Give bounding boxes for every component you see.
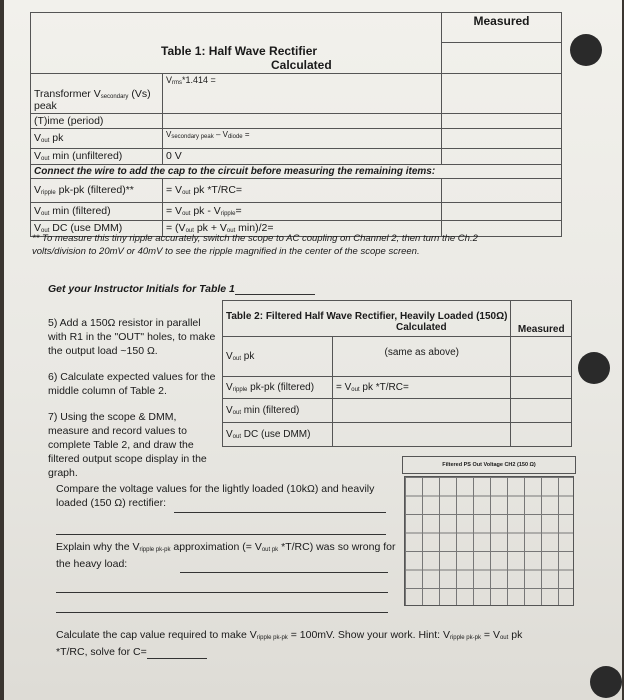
row-ripple-calc: = Vout pk *T/RC= bbox=[163, 178, 442, 202]
t2-vout-dc-calc[interactable] bbox=[333, 423, 511, 447]
table1-title: Table 1: Half Wave Rectifier bbox=[161, 43, 318, 58]
step-5: 5) Add a 150Ω resistor in parallel with R1 in the "OUT" holes, to make the output load ~150 Ω. bbox=[48, 317, 216, 357]
row-vout-min-filtered-label: Vout min (filtered) bbox=[31, 202, 163, 220]
row-vout-min-filtered-measured[interactable] bbox=[442, 202, 562, 220]
row-vout-pk-calc: Vsecondary peak – Vdiode = bbox=[163, 128, 442, 148]
connect-note: Connect the wire to add the cap to the circuit before measuring the remaining items: bbox=[31, 164, 562, 178]
table2-title: Table 2: Filtered Half Wave Rectifier, Heavily Loaded (150Ω) bbox=[226, 311, 508, 322]
compare-question: Compare the voltage values for the lightly loaded (10kΩ) and heavily loaded (150 Ω) rectifier: bbox=[56, 483, 375, 509]
worksheet-page bbox=[4, 0, 622, 700]
row-vout-pk-label: Vout pk bbox=[31, 128, 163, 148]
graph-title: Filtered PS Out Voltage CH2 (150 Ω) bbox=[402, 456, 576, 474]
row-vout-min-filtered-calc: = Vout pk - Vripple= bbox=[163, 202, 442, 220]
t2-vout-min-measured[interactable] bbox=[511, 399, 572, 423]
t2-vout-dc-measured[interactable] bbox=[511, 423, 572, 447]
answer-line[interactable] bbox=[56, 612, 388, 613]
row-transformer-label: Transformer Vsecondary (Vs) peak bbox=[31, 73, 163, 113]
table2-col-calculated: Calculated bbox=[396, 322, 447, 333]
answer-line[interactable] bbox=[56, 534, 386, 535]
table1-title-row bbox=[31, 43, 442, 74]
t2-vout-min-calc[interactable] bbox=[333, 399, 511, 423]
answer-line[interactable] bbox=[180, 572, 388, 573]
row-vout-dc-label: Vout DC (use DMM) bbox=[31, 220, 163, 236]
step-6: 6) Calculate expected values for the middle column of Table 2. bbox=[48, 371, 216, 397]
row-vout-pk-measured[interactable] bbox=[442, 128, 562, 148]
row-ripple-label: Vripple pk-pk (filtered)** bbox=[31, 178, 163, 202]
row-vout-min-label: Vout min (unfiltered) bbox=[31, 148, 163, 164]
row-time-calc[interactable] bbox=[163, 113, 442, 128]
row-vout-dc-calc: = (Vout pk + Vout min)/2= bbox=[163, 220, 442, 236]
capacitor-answer-blank[interactable] bbox=[147, 658, 207, 659]
row-time-label: (T)ime (period) bbox=[31, 113, 163, 128]
binder-hole-top bbox=[570, 34, 602, 66]
calculate-question: Calculate the cap value required to make Vripple pk-pk = 100mV. Show your work. Hint: Vripple pk-pk = Vout pk *T/RC, solve for C= bbox=[56, 629, 523, 658]
table2-title-cell bbox=[223, 301, 511, 337]
table1-col-calculated: Calculated bbox=[271, 57, 332, 72]
table1-cell bbox=[442, 43, 562, 74]
t2-vout-dc-label: Vout DC (use DMM) bbox=[223, 423, 333, 447]
binder-hole-bottom bbox=[590, 666, 622, 698]
row-ripple-measured[interactable] bbox=[442, 178, 562, 202]
table1-col-measured: Measured bbox=[442, 13, 562, 43]
instructor-initials: Get your Instructor Initials for Table 1 bbox=[48, 283, 315, 295]
table2 bbox=[222, 300, 572, 447]
t2-vout-pk-measured[interactable] bbox=[511, 337, 572, 377]
binder-hole-middle bbox=[578, 352, 610, 384]
answer-line[interactable] bbox=[174, 512, 386, 513]
answer-line[interactable] bbox=[56, 592, 388, 593]
row-transformer-calc: Vrms*1.414 = bbox=[163, 73, 442, 113]
row-vout-min-measured[interactable] bbox=[442, 148, 562, 164]
table1-header-left bbox=[31, 13, 442, 43]
scope-graph-grid[interactable] bbox=[404, 476, 574, 606]
explain-question: Explain why the Vripple pk-pk approximation (= Vout pk *T/RC) was so wrong for the heavy load: bbox=[56, 541, 396, 570]
t2-ripple-calc: = Vout pk *T/RC= bbox=[333, 377, 511, 399]
t2-ripple-measured[interactable] bbox=[511, 377, 572, 399]
row-transformer-measured[interactable] bbox=[442, 73, 562, 113]
table1 bbox=[30, 12, 562, 237]
scope-note: ** To measure this tiny ripple accurately, switch the scope to AC coupling on Channel 2, then turn the Ch.2 volts/division to 20mV or 40mV to see the ripple magnified in the center of the scope screen. bbox=[32, 233, 478, 257]
t2-vout-min-label: Vout min (filtered) bbox=[223, 399, 333, 423]
t2-vout-pk-calc: (same as above) bbox=[333, 337, 511, 377]
row-vout-min-calc: 0 V bbox=[163, 148, 442, 164]
table2-col-measured: Measured bbox=[511, 301, 572, 337]
step-7: 7) Using the scope & DMM, measure and record values to complete Table 2, and draw the filtered output scope display in the graph. bbox=[48, 411, 207, 479]
t2-vout-pk-label: Vout pk bbox=[223, 337, 333, 377]
row-time-measured[interactable] bbox=[442, 113, 562, 128]
t2-ripple-label: Vripple pk-pk (filtered) bbox=[223, 377, 333, 399]
